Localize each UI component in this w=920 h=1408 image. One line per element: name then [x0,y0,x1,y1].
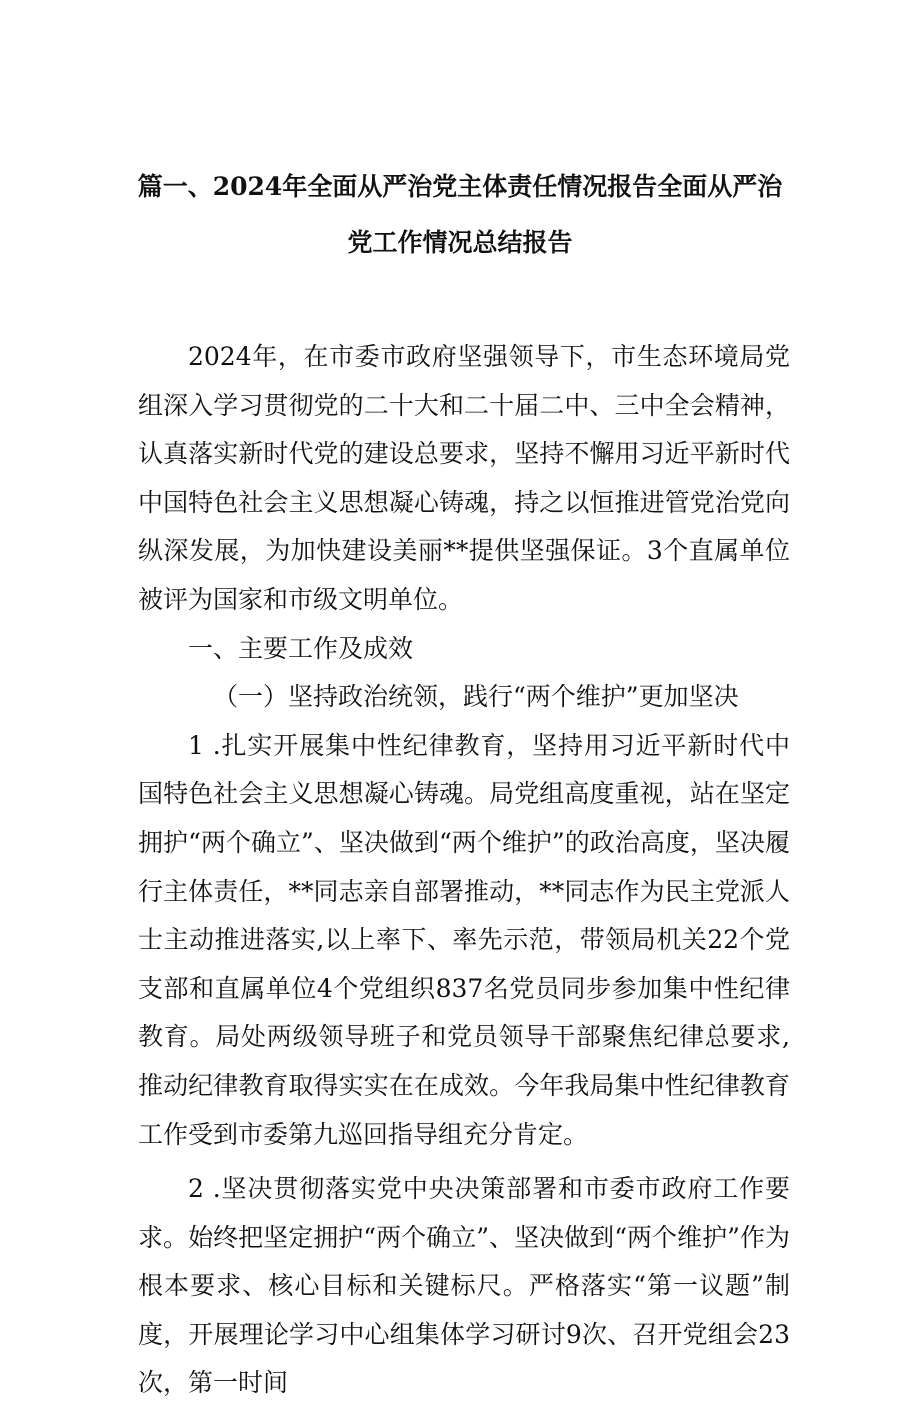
item-2-paragraph: 2 .坚决贯彻落实党中央决策部署和市委市政府工作要求。始终把坚定拥护“两个确立”、坚决做到“两个维护”作为根本要求、核心目标和关键标尺。严格落实“第一议题”制度，开展理论学习中心组集体学习研讨9次、召开党组会23次，第一时间 [138,1174,790,1398]
document-title-line-1: 篇一、2024年全面从严治党主体责任情况报告全面从严治 [137,172,783,201]
intro-paragraph: 2024年，在市委市政府坚强领导下，市生态环境局党组深入学习贯彻党的二十大和二十届二中、三中全会精神，认真落实新时代党的建设总要求，坚持不懈用习近平新时代中国特色社会主义思想凝心铸魂，持之以恒推进管党治党向纵深发展，为加快建设美丽**提供坚强保证。3个直属单位被评为国家和市级文明单位。 [138,342,790,614]
item-1-paragraph: 1 .扎实开展集中性纪律教育，坚持用习近平新时代中国特色社会主义思想凝心铸魂。局党组高度重视，站在坚定拥护“两个确立”、坚决做到“两个维护”的政治高度，坚决履行主体责任，**同志亲自部署推动，**同志作为民主党派人士主动推进落实,以上率下、率先示范，带领局机关22个党支部和直属单位4个党组织837名党员同步参加集中性纪律教育。局处两级领导班子和党员领导干部聚焦纪律总要求,推动纪律教育取得实实在在成效。今年我局集中性纪律教育工作受到市委第九巡回指导组充分肯定。 [138,730,790,1149]
subsection-heading-1: （一）坚持政治统领，践行“两个维护”更加坚决 [213,682,739,712]
document-title-line-2: 党工作情况总结报告 [347,228,573,257]
document-body [138,333,790,1408]
section-heading-1: 一、主要工作及成效 [188,633,414,663]
